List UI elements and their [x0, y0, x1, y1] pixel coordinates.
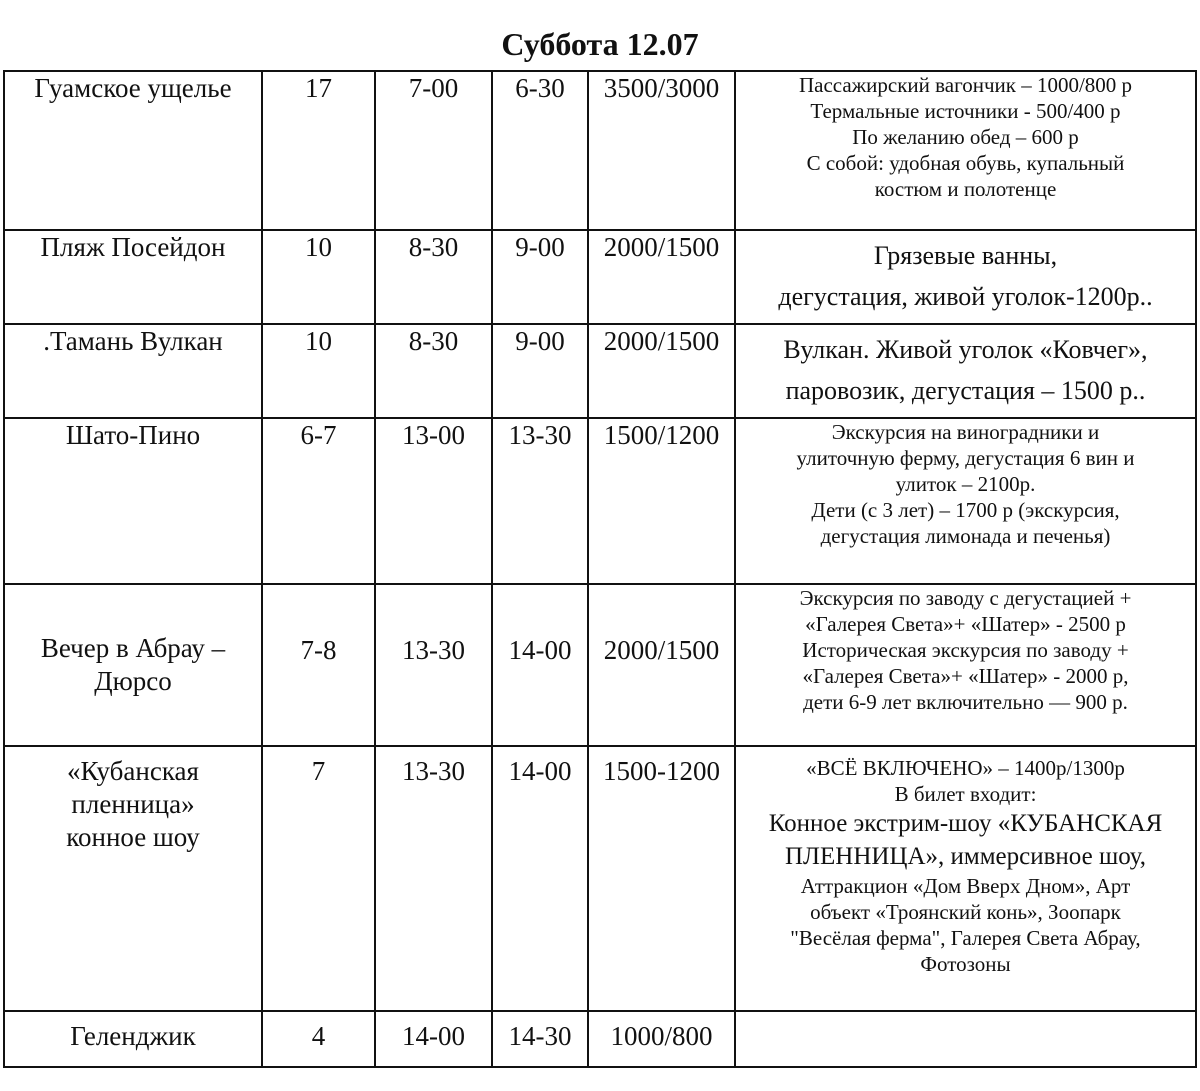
- price-cell: 2000/1500: [588, 230, 735, 324]
- note-line: По желанию обед – 600 р: [852, 125, 1079, 149]
- excursion-name: «Кубанская: [67, 756, 199, 786]
- price-cell: 1500-1200: [588, 746, 735, 1011]
- note-line: дегустация лимонада и печенья): [820, 524, 1111, 548]
- note-line: Историческая экскурсия по заводу +: [802, 638, 1129, 662]
- excursion-name-cell: [4, 418, 262, 584]
- note-line: дети 6-9 лет включительно — 900 р.: [803, 690, 1128, 714]
- note-line: паровозик, дегустация – 1500 р..: [785, 376, 1146, 405]
- notes-cell: [735, 230, 1196, 324]
- return-cell: 9-00: [492, 324, 588, 418]
- excursion-name: Пляж Посейдон: [40, 232, 226, 262]
- note-line: Дети (с 3 лет) – 1700 р (экскурсия,: [811, 498, 1120, 522]
- note-line: С собой: удобная обувь, купальный: [806, 151, 1125, 175]
- excursion-name: .Тамань Вулкан: [43, 326, 223, 356]
- note-line: «Галерея Света»+ «Шатер» - 2000 р,: [802, 664, 1129, 688]
- table-row: [4, 418, 1196, 584]
- price-cell: 1500/1200: [588, 418, 735, 584]
- note-line: дегустация, живой уголок-1200р..: [778, 282, 1153, 311]
- note-line: костюм и полотенце: [874, 177, 1057, 201]
- group-size-cell: 17: [262, 71, 375, 230]
- notes-cell: [735, 1011, 1196, 1067]
- departure-cell: 13-30: [375, 584, 492, 746]
- excursion-name: пленница»: [71, 789, 195, 819]
- return-cell: 9-00: [492, 230, 588, 324]
- note-line: "Весёлая ферма", Галерея Света Абрау,: [790, 926, 1141, 950]
- excursion-name: Шато-Пино: [65, 420, 201, 450]
- group-size-cell: 7-8: [262, 584, 375, 746]
- price-cell: 1000/800: [588, 1011, 735, 1067]
- excursion-name: Дюрсо: [94, 666, 172, 696]
- note-line: Экскурсия по заводу с дегустацией +: [799, 586, 1132, 610]
- note-line: Фотозоны: [920, 952, 1011, 976]
- excursion-name: Вечер в Абрау –: [40, 633, 226, 663]
- excursion-name-cell: [4, 584, 262, 746]
- table-row: [4, 1011, 1196, 1067]
- return-cell: 14-00: [492, 746, 588, 1011]
- schedule-table: [3, 70, 1197, 1068]
- note-line: ПЛЕННИЦА», иммерсивное шоу,: [784, 843, 1147, 870]
- excursion-name-cell: [4, 746, 262, 1011]
- price-cell: 2000/1500: [588, 584, 735, 746]
- notes-cell: [735, 324, 1196, 418]
- note-line: улиточную ферму, дегустация 6 вин и: [796, 446, 1135, 470]
- table-row: [4, 71, 1196, 230]
- table-row: [4, 230, 1196, 324]
- page-title: Суббота 12.07: [501, 26, 699, 62]
- group-size-cell: 6-7: [262, 418, 375, 584]
- return-cell: 6-30: [492, 71, 588, 230]
- note-line: Экскурсия на виноградники и: [831, 420, 1100, 444]
- excursion-name-cell: [4, 1011, 262, 1067]
- return-cell: 14-30: [492, 1011, 588, 1067]
- note-line: Вулкан. Живой уголок «Ковчег»,: [783, 335, 1148, 364]
- note-line: Аттракцион «Дом Вверх Дном», Арт: [800, 874, 1131, 898]
- departure-cell: 8-30: [375, 230, 492, 324]
- return-cell: 14-00: [492, 584, 588, 746]
- note-line: Грязевые ванны,: [873, 241, 1058, 270]
- group-size-cell: 7: [262, 746, 375, 1011]
- notes-cell: [735, 746, 1196, 1011]
- notes-cell: [735, 418, 1196, 584]
- excursion-name: Гуамское ущелье: [34, 73, 232, 103]
- note-line: В билет входит:: [894, 782, 1037, 806]
- excursion-name-cell: [4, 230, 262, 324]
- notes-cell: [735, 584, 1196, 746]
- table-row: [4, 746, 1196, 1011]
- group-size-cell: 4: [262, 1011, 375, 1067]
- table-row: [4, 324, 1196, 418]
- departure-cell: 13-00: [375, 418, 492, 584]
- excursion-name-cell: [4, 71, 262, 230]
- departure-cell: 7-00: [375, 71, 492, 230]
- note-line: улиток – 2100р.: [895, 472, 1036, 496]
- note-line: «ВСЁ ВКЛЮЧЕНО» – 1400р/1300р: [806, 756, 1125, 780]
- note-line: «Галерея Света»+ «Шатер» - 2500 р: [805, 612, 1126, 636]
- group-size-cell: 10: [262, 230, 375, 324]
- departure-cell: 14-00: [375, 1011, 492, 1067]
- departure-cell: 13-30: [375, 746, 492, 1011]
- note-line: Конное экстрим-шоу «КУБАНСКАЯ: [768, 810, 1163, 837]
- price-cell: 3500/3000: [588, 71, 735, 230]
- table-row: [4, 584, 1196, 746]
- note-line: объект «Троянский конь», Зоопарк: [810, 900, 1121, 924]
- note-line: Пассажирский вагончик – 1000/800 р: [798, 73, 1133, 97]
- group-size-cell: 10: [262, 324, 375, 418]
- excursion-name: конное шоу: [66, 822, 200, 852]
- excursion-name-cell: [4, 324, 262, 418]
- note-line: Термальные источники - 500/400 р: [810, 99, 1121, 123]
- excursion-name: Геленджик: [70, 1021, 196, 1051]
- notes-cell: [735, 71, 1196, 230]
- price-cell: 2000/1500: [588, 324, 735, 418]
- return-cell: 13-30: [492, 418, 588, 584]
- departure-cell: 8-30: [375, 324, 492, 418]
